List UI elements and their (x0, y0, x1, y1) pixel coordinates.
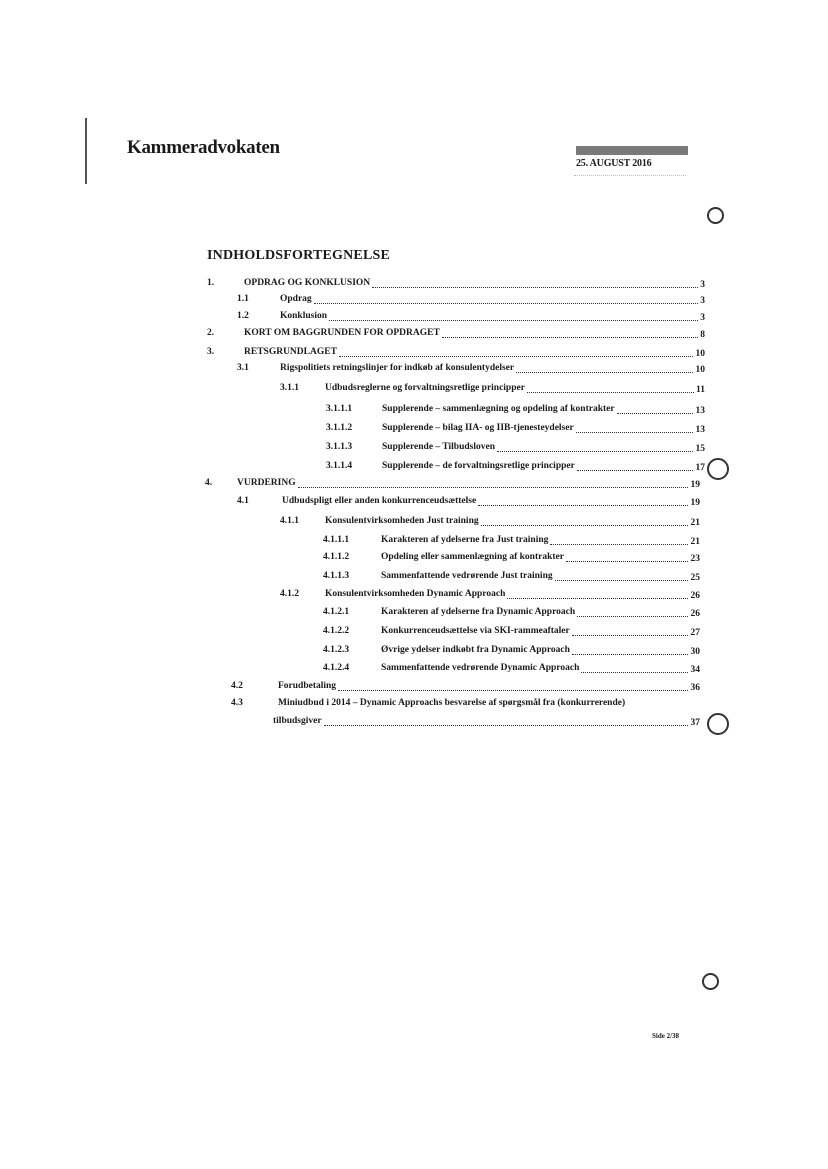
toc-entry-page: 36 (690, 683, 700, 693)
toc-entry-page: 17 (695, 463, 705, 473)
toc-leader-dots (572, 624, 688, 636)
toc-entry-title: Karakteren af ydelserne fra Just training (381, 535, 549, 545)
toc-entry-page: 27 (690, 628, 700, 638)
toc-leader-dots (339, 345, 693, 357)
toc-entry-number: 4.1.2.2 (323, 626, 350, 636)
document-date: 25. AUGUST 2016 (576, 158, 652, 169)
toc-entry-title: tilbudsgiver (273, 716, 322, 726)
toc-entry (237, 309, 705, 324)
toc-entry-page: 3 (700, 280, 705, 290)
toc-entry-number: 1.1 (237, 294, 249, 304)
toc-leader-dots (314, 292, 698, 304)
toc-leader-dots (507, 587, 688, 599)
toc-entry-number: 3.1.1.4 (326, 461, 353, 471)
toc-leader-dots (442, 326, 698, 338)
toc-entry-page: 30 (690, 647, 700, 657)
toc-entry-page: 10 (695, 365, 705, 375)
toc-entry-number: 3.1.1.1 (326, 404, 353, 414)
toc-entry-page: 13 (695, 406, 705, 416)
toc-entry (326, 421, 705, 436)
toc-entry-number: 3.1.1.2 (326, 423, 353, 433)
toc-entry-page: 23 (690, 554, 700, 564)
toc-entry-page: 13 (695, 425, 705, 435)
toc-leader-dots (577, 459, 693, 471)
toc-entry-title: OPDRAG OG KONKLUSION (244, 278, 371, 288)
toc-entry (207, 276, 705, 291)
toc-heading: INDHOLDSFORTEGNELSE (207, 248, 391, 263)
toc-leader-dots (478, 494, 688, 506)
toc-leader-dots (550, 533, 688, 545)
toc-leader-dots (372, 276, 698, 288)
toc-entry-number: 4.3 (231, 698, 243, 708)
toc-entry-title: VURDERING (237, 478, 296, 488)
toc-entry-number: 3.1 (237, 363, 249, 373)
toc-entry-number: 3. (207, 347, 215, 357)
toc-entry-number: 4.1.2.3 (323, 645, 350, 655)
toc-entry-number: 4.1.2.4 (323, 663, 350, 673)
toc-entry (207, 326, 705, 341)
toc-entry-page: 19 (690, 480, 700, 490)
toc-leader-dots (298, 476, 688, 488)
toc-leader-dots (324, 714, 688, 726)
toc-entry-title: Supplerende – Tilbudsloven (382, 442, 495, 452)
toc-entry-number: 4.1.2 (280, 589, 299, 599)
toc-entry (205, 476, 700, 491)
toc-entry (323, 605, 700, 620)
toc-entry-title: Opdrag (280, 294, 312, 304)
toc-entry-page: 10 (695, 349, 705, 359)
toc-entry (326, 459, 705, 474)
toc-leader-dots (497, 440, 693, 452)
toc-entry-number: 4.1.1.3 (323, 571, 350, 581)
toc-entry-title: Øvrige ydelser indkøbt fra Dynamic Approach (381, 645, 570, 655)
toc-entry (231, 696, 700, 711)
toc-entry (237, 292, 705, 307)
toc-entry-page: 21 (690, 537, 700, 547)
toc-entry-title: Rigspolitiets retningslinjer for indkøb af konsulentydelser (280, 363, 515, 373)
toc-entry (280, 381, 705, 396)
toc-leader-dots (516, 361, 693, 373)
toc-entry-number: 4.1.1.1 (323, 535, 350, 545)
toc-leader-dots (576, 421, 693, 433)
toc-entry-title: Miniudbud i 2014 – Dynamic Approachs besvarelse af spørgsmål fra (konkurrerende) (278, 698, 626, 708)
punch-hole-icon (707, 207, 724, 224)
toc-entry-page: 26 (690, 609, 700, 619)
toc-entry-number: 1.2 (237, 311, 249, 321)
toc-entry-title: Udbudspligt eller anden konkurrenceudsættelse (282, 496, 477, 506)
toc-entry-page: 11 (696, 385, 705, 395)
toc-entry-number: 4. (205, 478, 213, 488)
margin-bar (85, 118, 87, 184)
toc-entry (273, 714, 700, 729)
toc-entry (237, 361, 705, 376)
toc-entry-title: Supplerende – de forvaltningsretlige principper (382, 461, 575, 471)
toc-entry (323, 643, 700, 658)
toc-entry-page: 37 (690, 718, 700, 728)
toc-entry-page: 3 (700, 296, 705, 306)
toc-entry-page: 25 (690, 573, 700, 583)
date-rule (574, 175, 686, 176)
toc-entry-number: 4.2 (231, 681, 243, 691)
toc-entry-title: Sammenfattende vedrørende Just training (381, 571, 553, 581)
toc-entry-page: 3 (700, 313, 705, 323)
toc-entry-title: Opdeling eller sammenlægning af kontrakter (381, 552, 564, 562)
toc-entry (323, 533, 700, 548)
toc-leader-dots (572, 643, 688, 655)
punch-hole-icon (707, 713, 729, 735)
toc-entry-number: 4.1 (237, 496, 249, 506)
toc-entry-title: Karakteren af ydelserne fra Dynamic Approach (381, 607, 576, 617)
toc-entry (280, 587, 700, 602)
toc-leader-dots (581, 661, 688, 673)
toc-entry-page: 19 (690, 498, 700, 508)
toc-leader-dots (329, 309, 698, 321)
toc-entry-title: Sammenfattende vedrørende Dynamic Approach (381, 663, 580, 673)
toc-entry-number: 2. (207, 328, 215, 338)
firm-name: Kammeradvokaten (127, 137, 280, 158)
toc-entry-number: 4.1.1.2 (323, 552, 350, 562)
toc-entry-title: Konkurrenceudsættelse via SKI-rammeaftaler (381, 626, 570, 636)
toc-entry (323, 624, 700, 639)
punch-hole-icon (707, 458, 729, 480)
toc-entry (326, 402, 705, 417)
toc-leader-dots (617, 402, 693, 414)
toc-entry-page: 34 (690, 665, 700, 675)
punch-hole-icon (702, 973, 719, 990)
toc-entry (323, 550, 700, 565)
toc-entry-number: 4.1.2.1 (323, 607, 350, 617)
toc-entry-page: 21 (690, 518, 700, 528)
date-bar (576, 146, 688, 155)
toc-entry-title: RETSGRUNDLAGET (244, 347, 337, 357)
toc-leader-dots (481, 514, 688, 526)
toc-entry-title: Konklusion (280, 311, 327, 321)
toc-entry (280, 514, 700, 529)
toc-entry-page: 8 (700, 330, 705, 340)
toc-entry (323, 661, 700, 676)
toc-leader-dots (566, 550, 688, 562)
toc-entry-page: 15 (695, 444, 705, 454)
toc-entry (207, 345, 705, 360)
toc-entry-number: 3.1.1 (280, 383, 299, 393)
toc-entry-title: Supplerende – bilag IIA- og IIB-tjenesteydelser (382, 423, 574, 433)
toc-entry-title: Supplerende – sammenlægning og opdeling af kontrakter (382, 404, 615, 414)
toc-entry (231, 679, 700, 694)
toc-leader-dots (338, 679, 688, 691)
toc-entry-title: Konsulentvirksomheden Just training (325, 516, 479, 526)
toc-leader-dots (527, 381, 694, 393)
toc-entry-number: 3.1.1.3 (326, 442, 353, 452)
toc-entry-number: 4.1.1 (280, 516, 299, 526)
toc-entry (237, 494, 700, 509)
toc-entry-title: Konsulentvirksomheden Dynamic Approach (325, 589, 506, 599)
toc-entry-title: Forudbetaling (278, 681, 337, 691)
toc-entry (326, 440, 705, 455)
toc-entry (323, 569, 700, 584)
page-number: Side 2/38 (652, 1032, 680, 1040)
toc-entry-number: 1. (207, 278, 215, 288)
toc-entry-title: Udbudsreglerne og forvaltningsretlige principper (325, 383, 525, 393)
toc-leader-dots (577, 605, 688, 617)
toc-entry-title: KORT OM BAGGRUNDEN FOR OPDRAGET (244, 328, 440, 338)
toc-leader-dots (555, 569, 688, 581)
toc-entry-page: 26 (690, 591, 700, 601)
